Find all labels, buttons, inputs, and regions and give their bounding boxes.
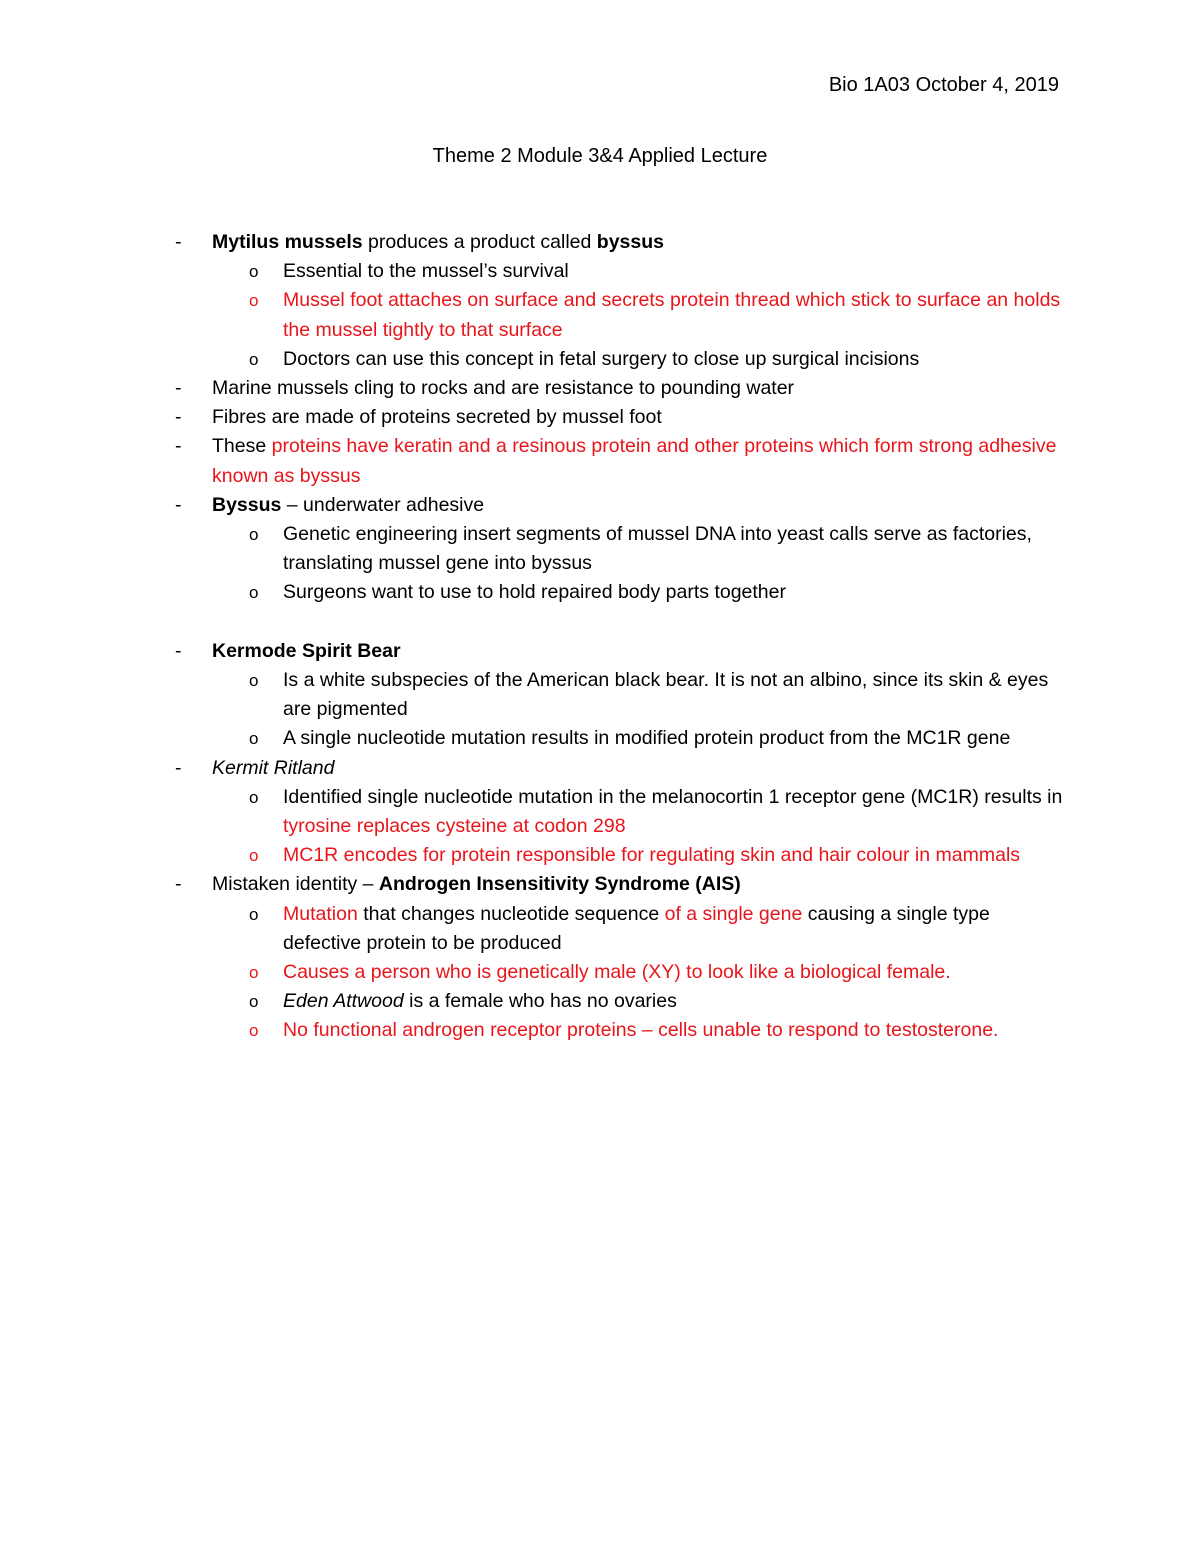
note-text: Surgeons want to use to hold repaired body parts together — [283, 581, 786, 604]
note-text: Genetic engineering insert segments of mussel DNA into yeast calls serve as factories, translating mussel gene into byssus — [283, 523, 1032, 575]
blank-line — [0, 608, 1200, 637]
dash-bullet: - — [175, 873, 182, 896]
list-item — [0, 754, 1200, 783]
highlighted-text: MC1R encodes for protein responsible for regulating skin and hair colour in mammals — [283, 844, 1021, 867]
list-item — [0, 870, 1200, 899]
course-date-header: Bio 1A03 October 4, 2019 — [828, 74, 1059, 96]
sub-list-item — [0, 987, 1200, 1016]
sub-list-item — [0, 841, 1200, 870]
italic-name: Eden Attwood — [283, 990, 404, 1013]
list-item — [0, 228, 1200, 257]
dash-bullet: - — [175, 435, 182, 458]
dash-bullet: - — [175, 639, 182, 662]
circle-bullet: o — [249, 525, 259, 545]
note-text: Fibres are made of proteins secreted by mussel foot — [212, 406, 662, 429]
list-item — [0, 432, 1200, 490]
circle-bullet: o — [249, 671, 259, 691]
note-text: Mistaken identity – — [212, 873, 379, 896]
circle-bullet: o — [249, 787, 259, 807]
dash-bullet: - — [175, 377, 182, 400]
note-text: causing a single type defective protein to be produced — [283, 902, 990, 954]
sub-list-item — [0, 345, 1200, 374]
sub-list-item — [0, 958, 1200, 987]
sub-list-item — [0, 666, 1200, 724]
note-text: Marine mussels cling to rocks and are resistance to pounding water — [212, 377, 795, 400]
circle-bullet: o — [249, 291, 259, 311]
highlighted-text: Mutation — [283, 902, 358, 925]
note-text: These — [212, 435, 272, 458]
note-text: – underwater adhesive — [281, 493, 485, 516]
highlighted-text: proteins have keratin and a resinous protein and other proteins which form strong adhesive known as byssus — [212, 435, 1057, 487]
note-text: Is a white subspecies of the American black bear. It is not an albino, since its skin & eyes are pigmented — [283, 669, 1049, 721]
sub-list-item — [0, 1016, 1200, 1045]
note-text: produces a product called — [362, 231, 597, 253]
circle-bullet: o — [249, 904, 259, 924]
list-item — [0, 637, 1200, 666]
highlighted-text: No functional androgen receptor proteins – cells unable to respond to testosterone. — [283, 1019, 999, 1042]
bold-term: byssus — [596, 231, 664, 253]
circle-bullet: o — [249, 1021, 259, 1041]
sub-list-item — [0, 286, 1200, 344]
note-text: is a female who has no ovaries — [403, 990, 677, 1013]
circle-bullet: o — [249, 349, 259, 369]
dash-bullet: - — [175, 406, 182, 429]
bold-term: Mytilus mussels — [212, 231, 363, 253]
list-item — [0, 374, 1200, 403]
sub-list-item — [0, 724, 1200, 753]
sub-list-item — [0, 900, 1200, 958]
note-text: Doctors can use this concept in fetal surgery to close up surgical incisions — [283, 347, 920, 370]
highlighted-text: Mussel foot attaches on surface and secrets protein thread which stick to surface an holds the mussel tightly to that surface — [283, 289, 1061, 341]
highlighted-text: Causes a person who is genetically male (XY) to look like a biological female. — [283, 961, 951, 984]
note-text: Identified single nucleotide mutation in the melanocortin 1 receptor gene (MC1R) results in — [283, 785, 1063, 808]
circle-bullet: o — [249, 262, 259, 282]
notes-list — [0, 228, 1200, 1046]
sub-list-item — [0, 578, 1200, 607]
bold-term: Byssus — [212, 493, 282, 516]
list-item — [0, 491, 1200, 520]
italic-name: Kermit Ritland — [212, 756, 335, 779]
circle-bullet: o — [249, 729, 259, 749]
circle-bullet: o — [249, 846, 259, 866]
bold-term: Androgen Insensitivity Syndrome (AIS) — [378, 873, 741, 896]
note-text: that changes nucleotide sequence — [357, 902, 665, 925]
highlighted-text: of a single gene — [664, 902, 803, 925]
sub-list-item — [0, 257, 1200, 286]
circle-bullet: o — [249, 963, 259, 983]
note-text: A single nucleotide mutation results in modified protein product from the MC1R gene — [283, 727, 1011, 750]
circle-bullet: o — [249, 583, 259, 603]
dash-bullet: - — [175, 756, 182, 779]
list-item — [0, 403, 1200, 432]
sub-list-item — [0, 520, 1200, 578]
sub-list-item — [0, 783, 1200, 841]
page-title: Theme 2 Module 3&4 Applied Lecture — [432, 145, 768, 167]
bold-term: Kermode Spirit Bear — [212, 639, 401, 662]
highlighted-text: tyrosine replaces cysteine at codon 298 — [283, 815, 626, 838]
note-text: Essential to the mussel’s survival — [283, 260, 569, 283]
dash-bullet: - — [175, 493, 182, 516]
circle-bullet: o — [249, 992, 259, 1012]
dash-bullet: - — [175, 231, 182, 253]
